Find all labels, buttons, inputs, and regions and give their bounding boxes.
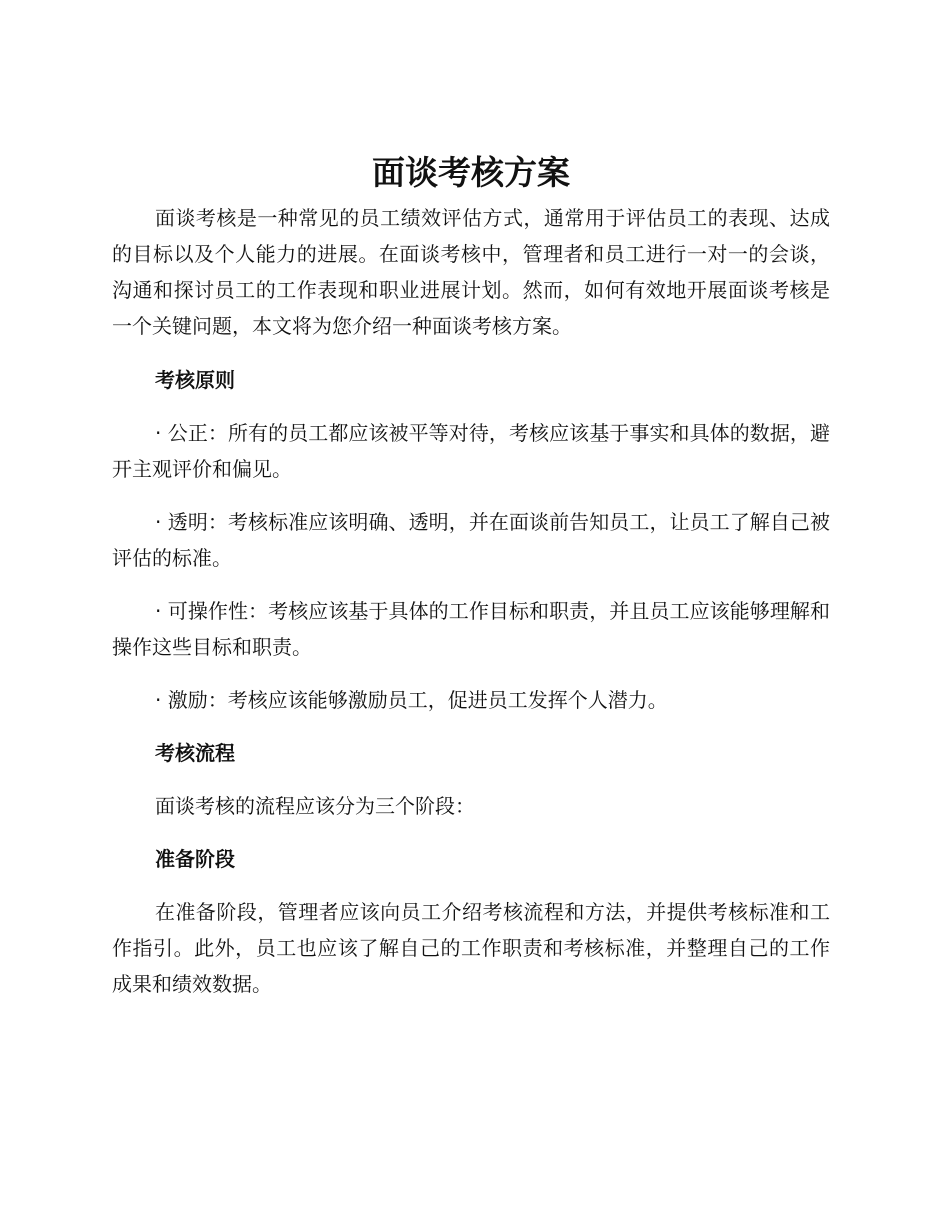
section-heading-principles: 考核原则 [155,368,235,392]
preparation-paragraph: 在准备阶段，管理者应该向员工介绍考核流程和方法，并提供考核标准和工作指引。此外，员工也应该了解自己的工作职责和考核标准，并整理自己的工作成果和绩效数据。 [112,900,830,996]
spacer [112,718,830,735]
process-intro-paragraph: 面谈考核的流程应该分为三个阶段： [155,794,475,818]
spacer [112,487,830,504]
spacer [112,877,830,894]
spacer [112,398,830,415]
principle-item-motivation: · 激励：考核应该能够激励员工，促进员工发挥个人潜力。 [155,688,668,712]
document-title: 面谈考核方案 [372,153,570,192]
intro-paragraph: 面谈考核是一种常见的员工绩效评估方式，通常用于评估员工的表现、达成的目标以及个人能力的进展。在面谈考核中，管理者和员工进行一对一的会谈，沟通和探讨员工的工作表现和职业进展计划。然而，如何有效地开展面谈考核是一个关键问题，本文将为您介绍一种面谈考核方案。 [112,206,830,338]
section-heading-preparation: 准备阶段 [155,847,235,871]
spacer [112,344,830,362]
spacer [112,824,830,841]
principle-item-fairness: · 公正：所有的员工都应该被平等对待，考核应该基于事实和具体的数据，避开主观评价和偏见。 [112,421,830,481]
principle-item-operability: · 可操作性：考核应该基于具体的工作目标和职责，并且员工应该能够理解和操作这些目标和职责。 [112,599,830,659]
spacer [112,665,830,682]
document-page [112,150,830,1002]
section-heading-process: 考核流程 [155,741,235,765]
spacer [112,576,830,593]
spacer [112,771,830,788]
principle-item-transparency: · 透明：考核标准应该明确、透明，并在面谈前告知员工，让员工了解自己被评估的标准。 [112,510,830,570]
